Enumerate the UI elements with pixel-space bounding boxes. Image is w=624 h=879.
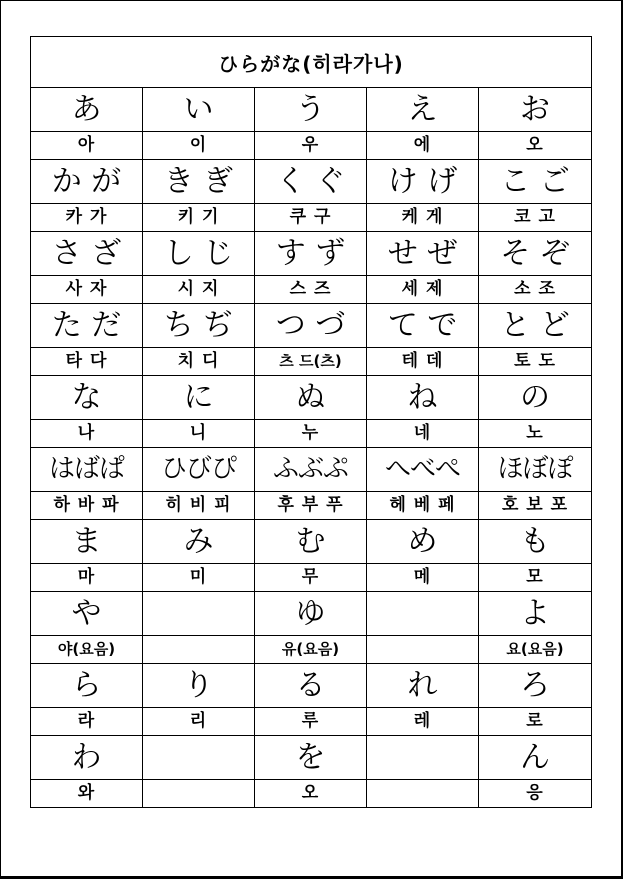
kana-row [31, 592, 592, 636]
kana-cell: ち ぢ [143, 304, 255, 348]
korean-reading-cell: 와 [31, 780, 143, 808]
korean-reading-cell: 유(요음) [255, 636, 367, 664]
korean-reading-cell: 소 조 [479, 276, 592, 304]
kana-cell: つ づ [255, 304, 367, 348]
kana-cell: そ ぞ [479, 232, 592, 276]
kana-cell: お [479, 88, 592, 132]
korean-reading-cell: 리 [143, 708, 255, 736]
korean-reading-cell: 호 보 포 [479, 492, 592, 520]
kana-cell: え [367, 88, 479, 132]
korean-reading-cell: 모 [479, 564, 592, 592]
kana-cell: ふぶぷ [255, 448, 367, 492]
korean-row [31, 420, 592, 448]
kana-cell: き ぎ [143, 160, 255, 204]
kana-cell: し じ [143, 232, 255, 276]
kana-cell: ひびぴ [143, 448, 255, 492]
korean-reading-cell: 츠 드(츠) [255, 348, 367, 376]
kana-row [31, 88, 592, 132]
korean-reading-cell: 누 [255, 420, 367, 448]
korean-reading-cell: 오 [479, 132, 592, 160]
korean-reading-cell: 무 [255, 564, 367, 592]
kana-cell: ほぼぽ [479, 448, 592, 492]
korean-reading-cell: 마 [31, 564, 143, 592]
korean-reading-cell: 케 게 [367, 204, 479, 232]
korean-reading-cell [143, 780, 255, 808]
kana-cell: と ど [479, 304, 592, 348]
kana-row [31, 376, 592, 420]
kana-row [31, 520, 592, 564]
kana-cell: ぬ [255, 376, 367, 420]
kana-cell: ゆ [255, 592, 367, 636]
korean-reading-cell: 카 가 [31, 204, 143, 232]
korean-reading-cell: 응 [479, 780, 592, 808]
korean-reading-cell: 테 데 [367, 348, 479, 376]
kana-cell: の [479, 376, 592, 420]
korean-reading-cell: 쿠 구 [255, 204, 367, 232]
kana-cell [367, 592, 479, 636]
korean-row [31, 780, 592, 808]
korean-row [31, 564, 592, 592]
korean-reading-cell: 하 바 파 [31, 492, 143, 520]
kana-row [31, 664, 592, 708]
korean-reading-cell: 야(요음) [31, 636, 143, 664]
kana-cell: た だ [31, 304, 143, 348]
kana-cell: う [255, 88, 367, 132]
korean-reading-cell: 치 디 [143, 348, 255, 376]
kana-cell: へべぺ [367, 448, 479, 492]
korean-row [31, 348, 592, 376]
kana-cell [367, 736, 479, 780]
korean-reading-cell: 키 기 [143, 204, 255, 232]
kana-cell: あ [31, 88, 143, 132]
kana-row [31, 448, 592, 492]
korean-row [31, 708, 592, 736]
kana-cell: れ [367, 664, 479, 708]
korean-row [31, 492, 592, 520]
kana-cell [143, 592, 255, 636]
kana-cell: め [367, 520, 479, 564]
kana-cell: か が [31, 160, 143, 204]
kana-cell: さ ざ [31, 232, 143, 276]
hiragana-chart [30, 36, 592, 808]
korean-reading-cell [367, 636, 479, 664]
korean-reading-cell: 요(요음) [479, 636, 592, 664]
kana-cell: む [255, 520, 367, 564]
kana-row [31, 736, 592, 780]
kana-cell: せ ぜ [367, 232, 479, 276]
kana-row [31, 160, 592, 204]
korean-reading-cell: 미 [143, 564, 255, 592]
kana-cell: な [31, 376, 143, 420]
kana-cell: よ [479, 592, 592, 636]
kana-cell: い [143, 88, 255, 132]
korean-reading-cell: 니 [143, 420, 255, 448]
korean-reading-cell: 후 부 푸 [255, 492, 367, 520]
korean-reading-cell [143, 636, 255, 664]
kana-cell: はばぱ [31, 448, 143, 492]
kana-cell: に [143, 376, 255, 420]
korean-reading-cell: 루 [255, 708, 367, 736]
korean-reading-cell: 노 [479, 420, 592, 448]
kana-cell: こ ご [479, 160, 592, 204]
kana-cell: り [143, 664, 255, 708]
kana-cell: や [31, 592, 143, 636]
korean-row [31, 132, 592, 160]
kana-cell: ま [31, 520, 143, 564]
kana-cell: も [479, 520, 592, 564]
kana-row [31, 304, 592, 348]
korean-reading-cell: 코 고 [479, 204, 592, 232]
korean-reading-cell: 메 [367, 564, 479, 592]
kana-cell: ん [479, 736, 592, 780]
kana-cell: て で [367, 304, 479, 348]
korean-row [31, 204, 592, 232]
chart-body [31, 88, 592, 808]
kana-cell: ら [31, 664, 143, 708]
kana-cell: わ [31, 736, 143, 780]
korean-reading-cell: 스 즈 [255, 276, 367, 304]
korean-reading-cell: 세 제 [367, 276, 479, 304]
kana-cell: け げ [367, 160, 479, 204]
korean-reading-cell: 이 [143, 132, 255, 160]
korean-reading-cell: 나 [31, 420, 143, 448]
korean-reading-cell: 사 자 [31, 276, 143, 304]
korean-row [31, 636, 592, 664]
kana-cell: ね [367, 376, 479, 420]
kana-cell: ろ [479, 664, 592, 708]
kana-cell: み [143, 520, 255, 564]
korean-reading-cell [367, 780, 479, 808]
korean-reading-cell: 헤 베 페 [367, 492, 479, 520]
korean-reading-cell: 네 [367, 420, 479, 448]
korean-reading-cell: 라 [31, 708, 143, 736]
kana-cell: く ぐ [255, 160, 367, 204]
korean-reading-cell: 에 [367, 132, 479, 160]
kana-cell: す ず [255, 232, 367, 276]
korean-reading-cell: 타 다 [31, 348, 143, 376]
korean-reading-cell: 우 [255, 132, 367, 160]
kana-row [31, 232, 592, 276]
korean-reading-cell: 시 지 [143, 276, 255, 304]
korean-reading-cell: 토 도 [479, 348, 592, 376]
kana-cell: る [255, 664, 367, 708]
korean-row [31, 276, 592, 304]
korean-reading-cell: 히 비 피 [143, 492, 255, 520]
kana-cell [143, 736, 255, 780]
chart-title: ひらがな(히라가나) [31, 37, 592, 88]
kana-cell: を [255, 736, 367, 780]
korean-reading-cell: 오 [255, 780, 367, 808]
korean-reading-cell: 로 [479, 708, 592, 736]
korean-reading-cell: 아 [31, 132, 143, 160]
korean-reading-cell: 레 [367, 708, 479, 736]
